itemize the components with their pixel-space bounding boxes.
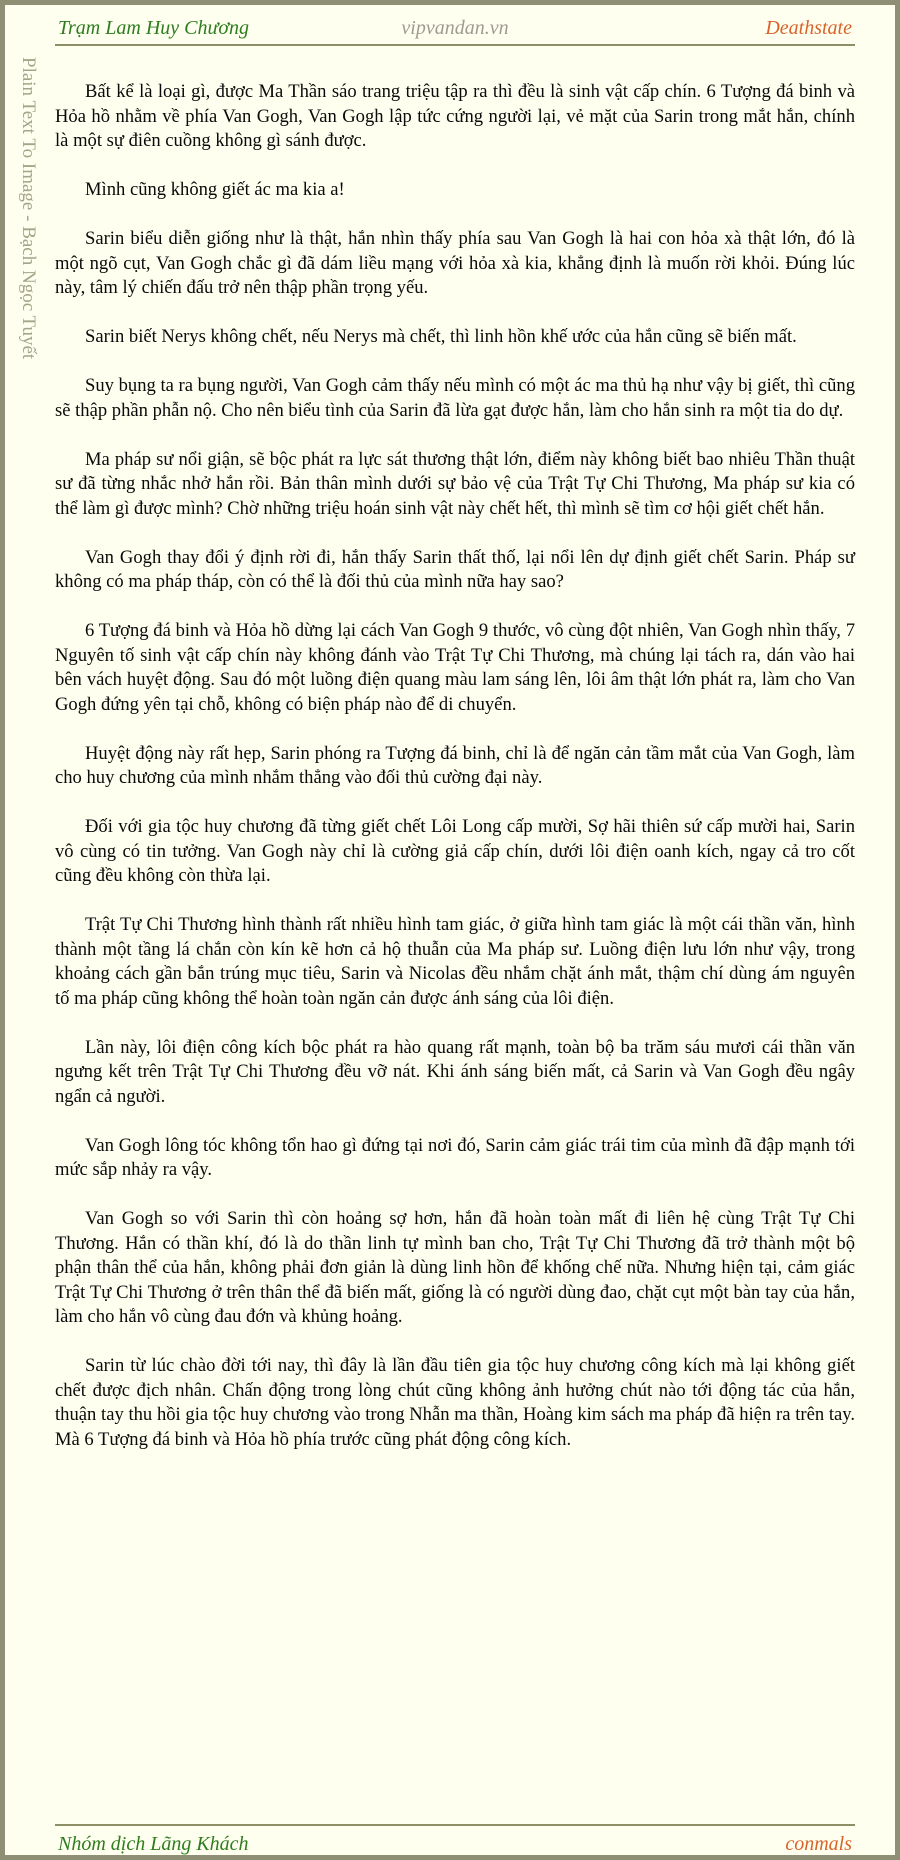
sidebar-watermark: Plain Text To Image - Bạch Ngọc Tuyết — [18, 57, 39, 360]
paragraph-12: Lần này, lôi điện công kích bộc phát ra hào quang rất mạnh, toàn bộ ba trăm sáu mươi cái thần văn ngưng kết trên Trật Tự Chi Thương đều vỡ nát. Khi ánh sáng biến mất, cả Sarin và Van Gogh đều ngây ngẩn cả người. — [55, 1036, 855, 1107]
paragraph-11: Trật Tự Chi Thương hình thành rất nhiều hình tam giác, ở giữa hình tam giác là một cái thần văn, hình thành một tầng lá chắn còn kín kẽ hơn cả hộ thuẫn của Ma pháp sư. Luồng điện lưu lớn như vậy, trong khoảng cách gần bắn trúng mục tiêu, Sarin và Nicolas đều nhắm chặt ánh mắt, thậm chí dùng ám nguyên tố ma pháp cũng không thể hoàn toàn ngăn cản được ánh sáng của lôi điện. — [55, 914, 855, 1009]
paragraph-1: Bất kể là loại gì, được Ma Thần sáo trang triệu tập ra thì đều là sinh vật cấp chín. 6 Tượng đá binh và Hỏa hồ nhằm về phía Van Gogh, Van Gogh lập tức cứng người lại, vẻ mặt của Sarin trong mắt hắn, chính là một sự điên cuồng không gì sánh được. — [55, 81, 855, 151]
paragraph-7: Van Gogh thay đổi ý định rời đi, hắn thấy Sarin thất thố, lại nổi lên dự định giết chết Sarin. Pháp sư không có ma pháp tháp, còn có thể là đối thủ của mình nữa hay sao? — [55, 546, 855, 592]
paragraph-8: 6 Tượng đá binh và Hỏa hồ dừng lại cách Van Gogh 9 thước, vô cùng đột nhiên, Van Gogh nhìn thấy, 7 Nguyên tố sinh vật cấp chín này không đánh vào Trật Tự Chi Thương, mà chúng lại tách ra, dán vào hai bên vách huyệt động. Sau đó một luồng điện quang màu lam sáng lên, lôi âm thật lớn phát ra, làm cho Van Gogh đứng yên tại chỗ, không có biện pháp nào để di chuyển. — [55, 620, 855, 715]
page-header — [55, 10, 855, 46]
paragraph-13: Van Gogh lông tóc không tổn hao gì đứng tại nơi đó, Sarin cảm giác trái tim của mình đã đập mạnh tới mức sắp nhảy ra vậy. — [55, 1134, 855, 1180]
paragraph-14: Van Gogh so với Sarin thì còn hoảng sợ hơn, hắn đã hoàn toàn mất đi liên hệ cùng Trật Tự Chi Thương. Hắn có thần khí, đó là do thần linh tự mình ban cho, Trật Tự Chi Thương đã trở thành một bộ phận thân thể của hắn, không phải đơn giản là dùng linh hồn để khống chế nữa. Nhưng hiện tại, cảm giác Trật Tự Chi Thương ở trên thân thể đã biến mất, giống là có người dùng đao, chặt cụt một bàn tay của hắn, làm cho hắn vô cùng đau đớn và khủng hoảng. — [55, 1208, 855, 1327]
paragraph-6: Ma pháp sư nổi giận, sẽ bộc phát ra lực sát thương thật lớn, điểm này không biết bao nhiêu Thần thuật sư đã từng nhắc nhở hắn rồi. Bản thân mình dưới sự bảo vệ của Trật Tự Chi Thương, Ma pháp sư kia có thể làm gì được mình? Chờ những triệu hoán sinh vật này chết hết, thì mình sẽ tìm cơ hội giết chết hắn. — [55, 448, 855, 519]
paragraph-9: Huyệt động này rất hẹp, Sarin phóng ra Tượng đá binh, chỉ là để ngăn cản tầm mắt của Van Gogh, làm cho huy chương của mình nhắm thẳng vào đối thủ cường đại này. — [55, 742, 855, 788]
header-site-title: Trạm Lam Huy Chương — [58, 17, 250, 39]
footer-translator-group: Nhóm dịch Lãng Khách — [58, 1833, 249, 1855]
paragraph-2: Mình cũng không giết ác ma kia a! — [85, 179, 345, 200]
paragraph-4: Sarin biết Nerys không chết, nếu Nerys mà chết, thì linh hồn khế ước của hắn cũng sẽ biến mất. — [85, 326, 797, 347]
header-author: Deathstate — [765, 17, 852, 39]
footer-editor: conmals — [785, 1833, 852, 1855]
paragraph-5: Suy bụng ta ra bụng người, Van Gogh cảm thấy nếu mình có một ác ma thủ hạ như vậy bị giết, thì cũng sẽ thập phần phẫn nộ. Cho nên biểu tình của Sarin đã lừa gạt được hắn, làm cho hắn sinh ra một tia do dự. — [55, 375, 855, 421]
paragraph-15: Sarin từ lúc chào đời tới nay, thì đây là lần đầu tiên gia tộc huy chương công kích mà lại không giết chết được địch nhân. Chấn động trong lòng chút cũng không ảnh hưởng chút nào tới động tác của hắn, thuận tay thu hồi gia tộc huy chương vào trong Nhẫn ma thần, Hoàng kim sách ma pháp đã hiện ra trên tay. Mà 6 Tượng đá binh và Hỏa hồ phía trước cũng phát động công kích. — [55, 1355, 855, 1450]
chapter-body — [55, 80, 855, 1477]
page — [5, 5, 895, 1855]
header-domain: vipvandan.vn — [401, 17, 509, 39]
paragraph-3: Sarin biểu diễn giống như là thật, hắn nhìn thấy phía sau Van Gogh là hai con hỏa xà thật lớn, đó là một ngõ cụt, Van Gogh chắc gì đã dám liều mạng với hỏa xà kia, khẳng định là muốn rời khỏi. Đúng lúc này, tâm lý chiến đấu trở nên thập phần trọng yếu. — [55, 228, 855, 298]
page-footer — [55, 1824, 855, 1860]
paragraph-10: Đối với gia tộc huy chương đã từng giết chết Lôi Long cấp mười, Sợ hãi thiên sứ cấp mười hai, Sarin vô cùng có tin tưởng. Van Gogh này chỉ là cường giả cấp chín, dưới lôi điện oanh kích, ngay cả tro cốt cũng đều không còn thừa lại. — [55, 816, 855, 886]
